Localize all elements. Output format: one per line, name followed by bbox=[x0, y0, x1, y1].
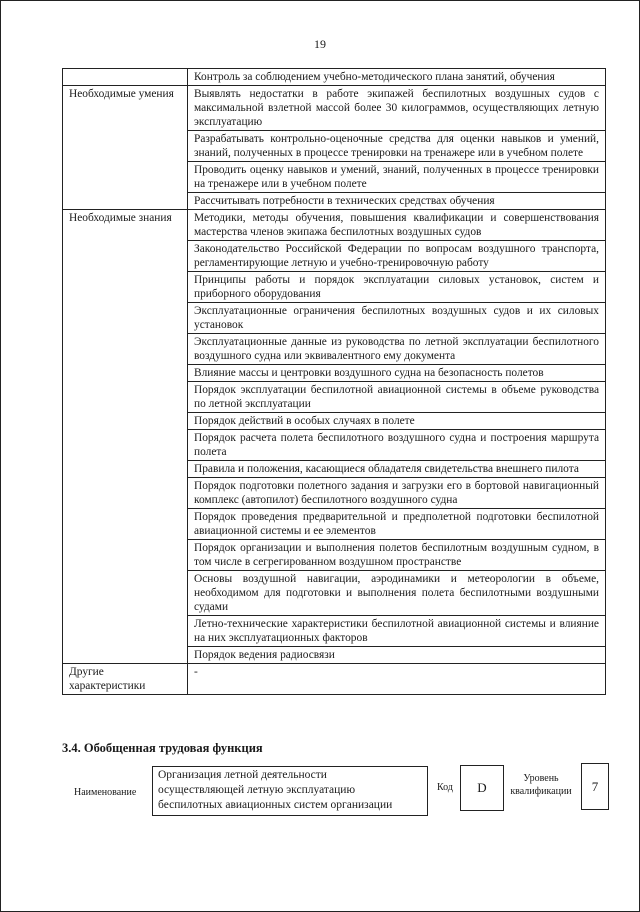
row-value: Методики, методы обучения, повышения квалификации и совершенствования мастерства членов экипажа беспилотных воздушных судов bbox=[188, 210, 606, 241]
level-box bbox=[581, 763, 609, 810]
page-number: 19 bbox=[314, 37, 326, 51]
row-value: Контроль за соблюдением учебно-методического плана занятий, обучения bbox=[188, 69, 606, 86]
row-value: Порядок подготовки полетного задания и загрузки его в бортовой навигационный комплекс (автопилот) беспилотного воздушного судна bbox=[188, 478, 606, 509]
code-value: D bbox=[477, 780, 487, 795]
level-value: 7 bbox=[591, 778, 599, 794]
row-label bbox=[63, 69, 188, 86]
name-line: беспилотных авиационных систем организации bbox=[158, 799, 393, 811]
row-label: Необходимые знания bbox=[63, 210, 188, 664]
row-value: Летно-технические характеристики беспилотной авиационной системы и влияние на них эксплуатационных факторов bbox=[188, 616, 606, 647]
row-value: Порядок действий в особых случаях в полете bbox=[188, 413, 606, 430]
code-box bbox=[460, 765, 504, 811]
table-row bbox=[63, 210, 606, 241]
table-row bbox=[63, 69, 606, 86]
row-value: Порядок расчета полета беспилотного воздушного судна и построения маршрута полета bbox=[188, 430, 606, 461]
row-value: Эксплуатационные данные из руководства по летной эксплуатации беспилотного воздушного судна или эквивалентного ему документа bbox=[188, 334, 606, 365]
row-value: Законодательство Российской Федерации по вопросам воздушного транспорта, регламентирующие летную и учебно-тренировочную работу bbox=[188, 241, 606, 272]
row-value: Проводить оценку навыков и умений, знаний, полученных в процессе тренировки на тренажере или в учебном полете bbox=[188, 162, 606, 193]
table-row bbox=[63, 86, 606, 131]
functions-table-body bbox=[63, 69, 606, 695]
name-label: Наименование bbox=[74, 787, 137, 798]
row-value: Эксплуатационные ограничения беспилотных воздушных судов и их силовых установок bbox=[188, 303, 606, 334]
row-value: Порядок ведения радиосвязи bbox=[188, 647, 606, 664]
row-value: Разрабатывать контрольно-оценочные средства для оценки навыков и умений, знаний, полученных в процессе тренировки на тренажере или в учебном полете bbox=[188, 131, 606, 162]
row-value: Основы воздушной навигации, аэродинамики и метеорологии в объеме, необходимом для подготовки и выполнения полета беспилотными воздушными судами bbox=[188, 571, 606, 616]
row-value: Выявлять недостатки в работе экипажей беспилотных воздушных судов с максимальной взлетной массой более 30 килограммов, осуществляющих летную эксплуатацию bbox=[188, 86, 606, 131]
code-label: Код bbox=[437, 782, 453, 793]
functions-table bbox=[62, 68, 606, 695]
row-label: Необходимые умения bbox=[63, 86, 188, 210]
level-label: Уровень квалификации bbox=[510, 773, 572, 797]
row-value: Правила и положения, касающиеся обладателя свидетельства внешнего пилота bbox=[188, 461, 606, 478]
row-value: Влияние массы и центровки воздушного судна на безопасность полетов bbox=[188, 365, 606, 382]
row-label: Другие характеристики bbox=[63, 664, 188, 695]
section-title: 3.4. Обобщенная трудовая функция bbox=[62, 741, 263, 755]
row-value: Рассчитывать потребности в технических средствах обучения bbox=[188, 193, 606, 210]
name-line: осуществляющей летную эксплуатацию bbox=[158, 784, 356, 796]
row-value: Порядок организации и выполнения полетов беспилотным воздушным судном, в том числе в сегрегированном воздушном пространстве bbox=[188, 540, 606, 571]
row-value: - bbox=[188, 664, 606, 695]
table-row bbox=[63, 664, 606, 695]
row-value: Порядок проведения предварительной и предполетной подготовки беспилотной авиационной системы и ее элементов bbox=[188, 509, 606, 540]
name-line: Организация летной деятельности bbox=[158, 769, 327, 781]
row-value: Порядок эксплуатации беспилотной авиационной системы в объеме руководства по летной эксплуатации bbox=[188, 382, 606, 413]
row-value: Принципы работы и порядок эксплуатации силовых установок, систем и приборного оборудования bbox=[188, 272, 606, 303]
name-box bbox=[152, 766, 428, 816]
